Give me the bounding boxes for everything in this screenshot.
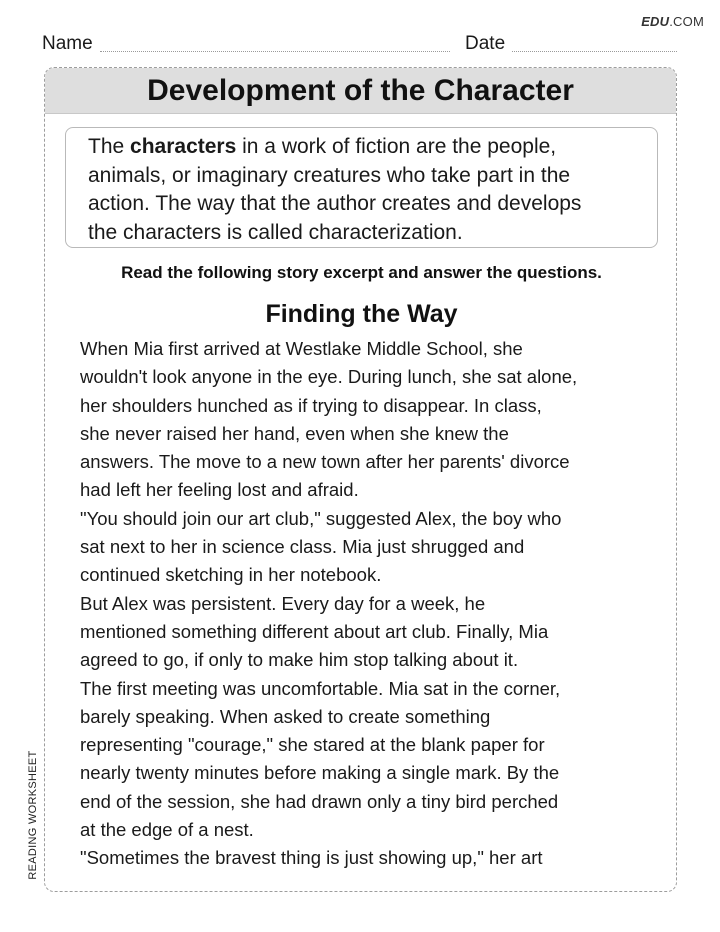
- story-line: representing "courage," she stared at the blank paper for: [80, 734, 545, 756]
- story-text: [80, 335, 660, 873]
- story-line: nearly twenty minutes before making a single mark. By the: [80, 762, 560, 784]
- worksheet-title: Development of the Character: [147, 73, 574, 107]
- story-line: "Sometimes the bravest thing is just showing up," her art: [80, 847, 543, 869]
- brand-logo: [641, 14, 704, 29]
- story-line: mentioned something different about art club. Finally, Mia: [80, 620, 549, 642]
- definition-line2: animals, or imaginary creatures who take part in the: [88, 163, 571, 187]
- story-line: at the edge of a nest.: [80, 819, 254, 841]
- instructions: Read the following story excerpt and answer the questions.: [121, 263, 602, 282]
- story-title: Finding the Way: [265, 300, 458, 328]
- story-line: The first meeting was uncomfortable. Mia sat in the corner,: [80, 677, 561, 699]
- side-label: READING WORKSHEET: [27, 750, 39, 880]
- title-bar: [45, 68, 676, 114]
- story-line: agreed to go, if only to make him stop talking about it.: [80, 649, 519, 671]
- definition-line1-prefix: The: [88, 135, 125, 158]
- name-field-line[interactable]: [100, 51, 450, 52]
- name-date-row: [42, 33, 678, 55]
- date-field-line[interactable]: [512, 51, 677, 52]
- story-line: answers. The move to a new town after her parents' divorce: [80, 451, 570, 473]
- definition-line4: the characters is called characterization.: [88, 220, 463, 244]
- story-line: she never raised her hand, even when she knew the: [80, 422, 509, 444]
- worksheet-panel: [44, 67, 677, 892]
- story-line: wouldn't look anyone in the eye. During lunch, she sat alone,: [80, 366, 578, 388]
- brand-name: EDU: [641, 14, 670, 29]
- definition-line1-suffix: in a work of fiction are the people,: [242, 135, 557, 158]
- date-label: Date: [465, 33, 506, 54]
- definition-term: characters: [130, 135, 237, 158]
- story-line: continued sketching in her notebook.: [80, 564, 382, 586]
- story-line: "You should join our art club," suggested Alex, the boy who: [80, 507, 562, 529]
- definition-line3: action. The way that the author creates and develops: [88, 192, 582, 215]
- brand-suffix: .COM: [669, 14, 704, 29]
- story-line: barely speaking. When asked to create something: [80, 705, 491, 727]
- story-line: end of the session, she had drawn only a tiny bird perched: [80, 790, 559, 812]
- story-line: had left her feeling lost and afraid.: [80, 479, 359, 501]
- story-line: sat next to her in science class. Mia just shrugged and: [80, 536, 525, 558]
- definition-box: [65, 127, 658, 248]
- story-line: But Alex was persistent. Every day for a week, he: [80, 592, 486, 614]
- story-line: When Mia first arrived at Westlake Middle School, she: [80, 338, 523, 359]
- story-line: her shoulders hunched as if trying to disappear. In class,: [80, 394, 542, 416]
- name-label: Name: [42, 33, 93, 54]
